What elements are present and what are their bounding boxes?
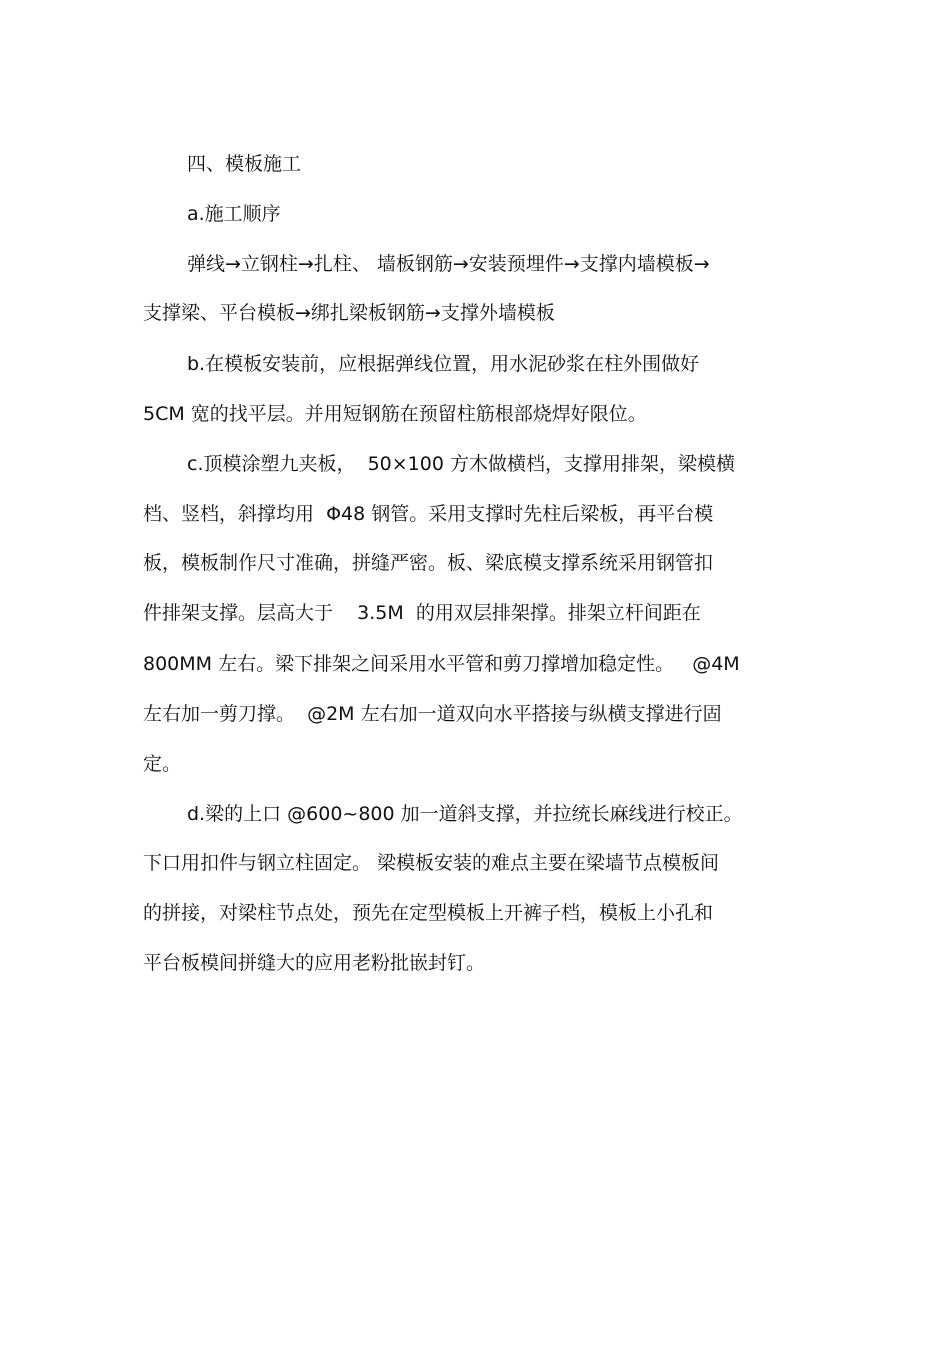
paragraph-c-line-6: 左右加一剪刀撑。 @2M 左右加一道双向水平搭接与纵横支撑进行固 <box>143 703 722 725</box>
paragraph-d-line-3: 的拼接，对梁柱节点处，预先在定型模板上开裤子档，模板上小孔和 <box>143 902 714 924</box>
paragraph-c-line-5: 800MM 左右。梁下排架之间采用水平管和剪刀撑增加稳定性。 @4M <box>143 653 740 675</box>
subsection-a-title: a.施工顺序 <box>187 203 281 225</box>
paragraph-d-line-2: 下口用扣件与钢立柱固定。 梁模板安装的难点主要在梁墙节点模板间 <box>143 852 720 874</box>
paragraph-c-line-3: 板，模板制作尺寸准确，拼缝严密。板、梁底模支撑系统采用钢管扣 <box>143 552 714 574</box>
paragraph-d-line-1: d.梁的上口 @600~800 加一道斜支撑，并拉统长麻线进行校正。 <box>187 803 743 825</box>
paragraph-c-line-2: 档、竖档，斜撑均用 Φ48 钢管。采用支撑时先柱后梁板，再平台模 <box>143 503 714 525</box>
section-heading: 四、模板施工 <box>187 153 302 175</box>
paragraph-sequence-line-2: 支撑梁、平台模板→绑扎梁板钢筋→支撑外墙模板 <box>143 302 555 324</box>
paragraph-sequence-line-1: 弹线→立钢柱→扎柱、 墙板钢筋→安装预埋件→支撑内墙模板→ <box>187 253 710 275</box>
paragraph-c-line-4: 件排架支撑。层高大于 3.5M 的用双层排架撑。排架立杆间距在 <box>143 602 701 624</box>
paragraph-c-line-1: c.顶模涂塑九夹板， 50×100 方木做横档，支撑用排架，梁模横 <box>187 453 735 475</box>
paragraph-c-line-7: 定。 <box>143 753 182 775</box>
paragraph-b-line-1: b.在模板安装前，应根据弹线位置，用水泥砂浆在柱外围做好 <box>187 353 700 375</box>
paragraph-d-line-4: 平台板模间拼缝大的应用老粉批嵌封钉。 <box>143 952 486 974</box>
paragraph-b-line-2: 5CM 宽的找平层。并用短钢筋在预留柱筋根部烧焊好限位。 <box>143 403 647 425</box>
